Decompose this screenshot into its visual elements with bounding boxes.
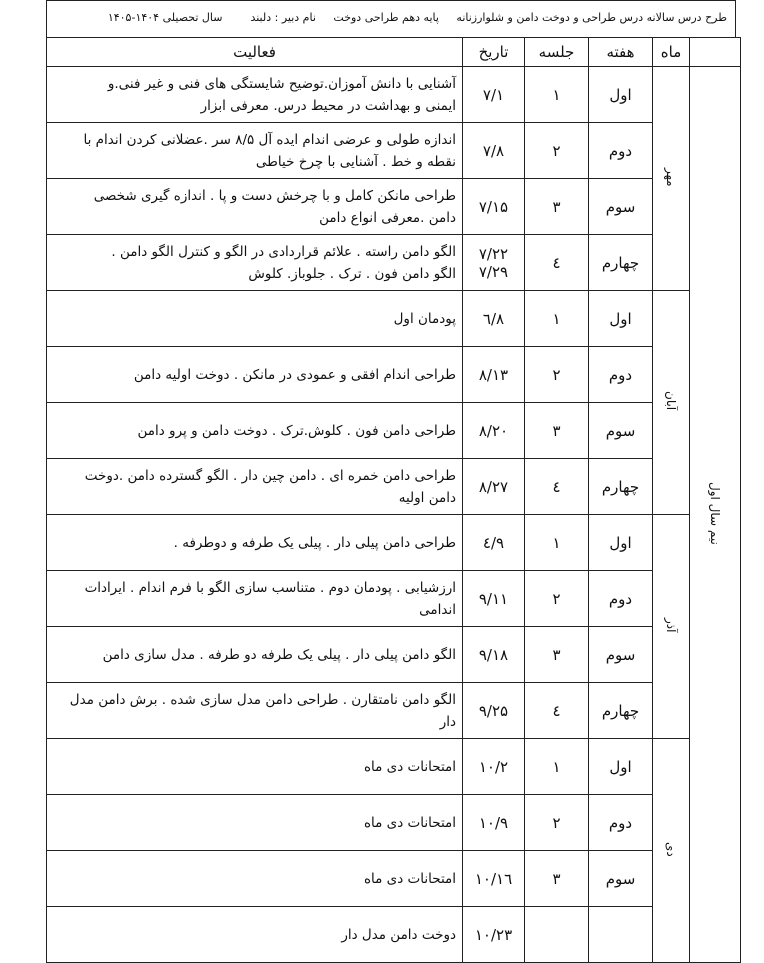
activity-cell: [47, 123, 463, 179]
activity-line: امتحانات دی ماه: [363, 870, 456, 887]
activity-cell: [47, 571, 463, 627]
activity-line: نقطه و خط . آشنایی با چرخ خیاطی: [255, 153, 456, 170]
month-cell: [653, 291, 690, 515]
date-value: ۷/۸: [482, 141, 505, 160]
activity-line: الگو دامن نامتقارن . طراحی دامن مدل سازی شده . برش دامن مدل: [69, 691, 456, 708]
session-cell: ۳: [525, 403, 589, 459]
session-cell: ۱: [525, 515, 589, 571]
table-row: [47, 67, 741, 123]
activity-line: طراحی دامن فون . کلوش.ترک . دوخت دامن و پرو دامن: [137, 422, 456, 439]
date-value: ۷/۲۲: [478, 244, 509, 263]
date-value: ۹/۲۵: [478, 701, 509, 720]
table-row: [47, 179, 741, 235]
date-value: ۸/٦: [482, 309, 505, 328]
date-value: ۸/۲۰: [478, 421, 509, 440]
month-cell: [653, 515, 690, 739]
activity-line: اندازه طولی و عرضی اندام ایده آل ۸/۵ سر .عضلانی کردن اندام با: [83, 131, 456, 148]
school-year: سال تحصیلی ۱۴۰۴-۱۴۰۵: [107, 11, 223, 24]
lesson-plan-table: [46, 37, 741, 963]
semester-label: نیم سال اول: [708, 481, 722, 545]
date-cell: [463, 851, 525, 907]
date-cell: [463, 571, 525, 627]
activity-line: طراحی دامن پیلی دار . پیلی یک طرفه و دوطرفه .: [173, 534, 456, 551]
date-value: ۱۰/۲: [478, 757, 509, 776]
activity-line: الگو دامن راسته . علائم قراردادی در الگو و کنترل الگو دامن .: [111, 243, 456, 260]
activity-line: طراحی مانکن کامل و با چرخش دست و پا . اندازه گیری شخصی: [93, 187, 456, 204]
activity-cell: [47, 683, 463, 739]
activity-cell: [47, 851, 463, 907]
table-row: [47, 683, 741, 739]
month-cell: [653, 67, 690, 291]
semester-column-header: [690, 38, 741, 67]
date-cell: [463, 347, 525, 403]
header-line: [55, 11, 727, 24]
month-name: آذر: [664, 617, 678, 633]
plan-header: [46, 0, 736, 38]
table-row: [47, 571, 741, 627]
activity-cell: [47, 235, 463, 291]
table-body: [47, 67, 741, 963]
date-value: ۹/٤: [482, 533, 505, 552]
week-cell: چهارم: [589, 683, 653, 739]
week-cell: سوم: [589, 179, 653, 235]
date-cell: [463, 683, 525, 739]
activity-line: پودمان اول: [393, 310, 456, 327]
session-cell: ٤: [525, 683, 589, 739]
session-cell: ۲: [525, 571, 589, 627]
month-name: دی: [664, 841, 678, 857]
date-cell: [463, 67, 525, 123]
activity-line: الگو دامن فون . ترک . جلوباز. کلوش: [248, 265, 456, 282]
date-cell: [463, 627, 525, 683]
date-cell: [463, 515, 525, 571]
date-value: ۷/۱۵: [478, 197, 509, 216]
week-column-header: هفته: [589, 38, 653, 67]
month-name: آبان: [664, 391, 678, 411]
activity-line: اندامی: [419, 601, 456, 618]
table-row: [47, 459, 741, 515]
activity-line: الگو دامن پیلی دار . پیلی یک طرفه دو طرفه . مدل سازی دامن: [102, 646, 456, 663]
activity-cell: [47, 347, 463, 403]
week-cell: اول: [589, 291, 653, 347]
week-cell: سوم: [589, 627, 653, 683]
activity-line: دامن .معرفی انواع دامن: [319, 209, 456, 226]
plan-title: طرح درس سالانه درس طراحی و دوخت دامن و شلوارزنانه: [456, 11, 727, 24]
table-header-row: [47, 38, 741, 67]
week-cell: دوم: [589, 571, 653, 627]
teacher-name: نام دبیر : دلبند: [250, 11, 316, 24]
session-column-header: جلسه: [525, 38, 589, 67]
table-row: [47, 851, 741, 907]
date-cell: [463, 459, 525, 515]
week-cell: اول: [589, 515, 653, 571]
date-value: ۸/۱۳: [478, 365, 509, 384]
month-name: مهر: [664, 167, 678, 187]
session-cell: ۳: [525, 179, 589, 235]
week-cell: چهارم: [589, 235, 653, 291]
week-cell: دوم: [589, 123, 653, 179]
table-row: [47, 403, 741, 459]
session-cell: ۲: [525, 123, 589, 179]
date-cell: [463, 179, 525, 235]
activity-cell: [47, 627, 463, 683]
activity-line: آشنایی با دانش آموزان.توضیح شایستگی های فنی و غیر فنی.و: [107, 75, 456, 92]
activity-cell: [47, 179, 463, 235]
date-value: ۱۰/۱٦: [474, 869, 513, 888]
session-cell: ۲: [525, 347, 589, 403]
session-cell: ٤: [525, 235, 589, 291]
date-value: ۹/۱۸: [478, 645, 509, 664]
week-cell: سوم: [589, 851, 653, 907]
table-row: [47, 123, 741, 179]
week-cell: دوم: [589, 347, 653, 403]
date-value: ۷/۲۹: [478, 262, 509, 281]
table-row: [47, 347, 741, 403]
table-row: [47, 739, 741, 795]
date-cell: [463, 907, 525, 963]
activity-line: دوخت دامن مدل دار: [341, 926, 456, 943]
activity-line: دار: [439, 713, 456, 730]
session-cell: ۱: [525, 291, 589, 347]
activity-cell: [47, 403, 463, 459]
session-cell: ٤: [525, 459, 589, 515]
activity-cell: [47, 515, 463, 571]
date-value: ۷/۱: [482, 85, 505, 104]
activity-cell: [47, 459, 463, 515]
session-cell: ۱: [525, 739, 589, 795]
week-cell: [589, 907, 653, 963]
table-row: [47, 515, 741, 571]
week-cell: دوم: [589, 795, 653, 851]
table-row: [47, 627, 741, 683]
date-cell: [463, 795, 525, 851]
date-value: ۸/۲۷: [478, 477, 509, 496]
week-cell: اول: [589, 67, 653, 123]
week-cell: اول: [589, 739, 653, 795]
table-row: [47, 235, 741, 291]
activity-line: طراحی اندام افقی و عمودی در مانکن . دوخت اولیه دامن: [133, 366, 456, 383]
month-column-header: ماه: [653, 38, 690, 67]
month-cell: [653, 739, 690, 963]
activity-line: امتحانات دی ماه: [363, 758, 456, 775]
date-cell: [463, 291, 525, 347]
semester-cell: [690, 67, 741, 963]
date-column-header: تاریخ: [463, 38, 525, 67]
date-cell: [463, 235, 525, 291]
activity-line: طراحی دامن خمره ای . دامن چین دار . الگو گسترده دامن .دوخت: [84, 467, 456, 484]
activity-cell: [47, 291, 463, 347]
activity-line: دامن اولیه: [398, 489, 456, 506]
date-value: ۱۰/۲۳: [474, 925, 513, 944]
table-row: [47, 907, 741, 963]
activity-cell: [47, 907, 463, 963]
session-cell: ۲: [525, 795, 589, 851]
activity-line: ارزشیابی . پودمان دوم . متناسب سازی الگو با فرم اندام . ایرادات: [84, 579, 456, 596]
week-cell: چهارم: [589, 459, 653, 515]
session-cell: ۱: [525, 67, 589, 123]
date-cell: [463, 123, 525, 179]
session-cell: ۳: [525, 851, 589, 907]
date-value: ۹/۱۱: [478, 589, 509, 608]
table-row: [47, 291, 741, 347]
activity-line: امتحانات دی ماه: [363, 814, 456, 831]
date-cell: [463, 403, 525, 459]
grade-label: پایه دهم طراحی دوخت: [333, 11, 439, 24]
activity-column-header: فعالیت: [47, 38, 463, 67]
date-value: ۱۰/۹: [478, 813, 509, 832]
activity-line: ایمنی و بهداشت در محیط درس. معرفی ابزار: [200, 97, 456, 114]
week-cell: سوم: [589, 403, 653, 459]
date-cell: [463, 739, 525, 795]
activity-cell: [47, 67, 463, 123]
activity-cell: [47, 739, 463, 795]
activity-cell: [47, 795, 463, 851]
session-cell: ۳: [525, 627, 589, 683]
table-row: [47, 795, 741, 851]
session-cell: [525, 907, 589, 963]
